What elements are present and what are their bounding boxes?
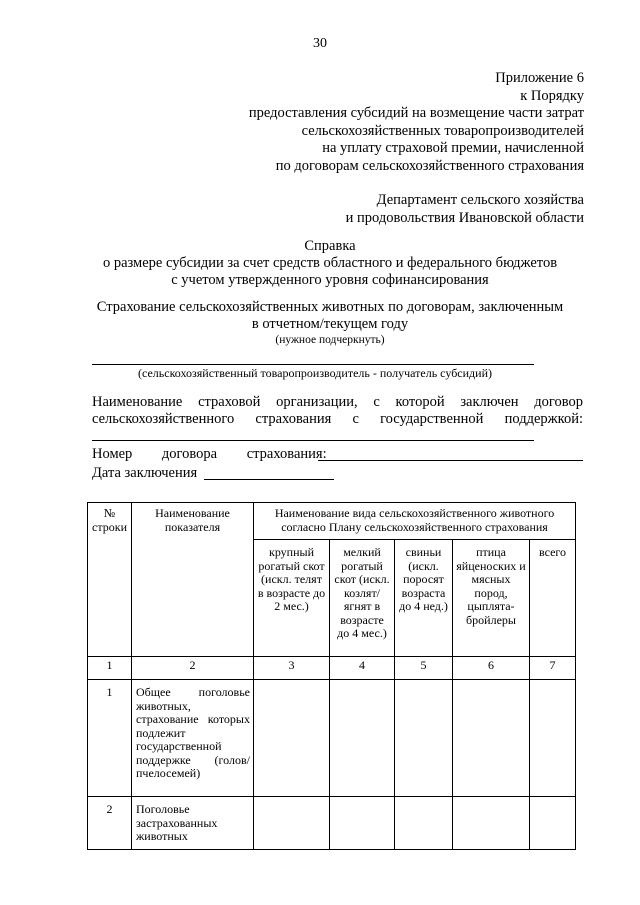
value-cell[interactable]: [254, 680, 330, 797]
subsidy-table: [87, 502, 576, 850]
insurance-line: в отчетном/текущем году: [251, 316, 409, 332]
header-pigs: свиньи (искл. поросят возраста до 4 нед.): [395, 540, 453, 657]
header-small-cattle: мелкий рогатый скот (искл. козлят/ ягнят в возрасте до 4 мес.): [330, 540, 395, 657]
department-addressee: [346, 192, 584, 227]
column-number: 1: [88, 657, 132, 680]
document-subtitle-line: с учетом утвержденного уровня софинансирования: [171, 272, 489, 288]
document-title: Справка: [304, 238, 356, 254]
column-number: 3: [254, 657, 330, 680]
appendix-line: предоставления субсидий на возмещение части затрат: [248, 105, 584, 121]
table-row: [88, 680, 576, 797]
column-number: 7: [530, 657, 576, 680]
insurer-label: Наименование страховой организации, с которой заключен договор сельскохозяйственного страхования с государственной поддержкой:: [92, 394, 583, 427]
header-poultry: птица яйценоских и мясных пород, цыплята-бройлеры: [453, 540, 530, 657]
column-number: 5: [395, 657, 453, 680]
producer-caption: (сельскохозяйственный товаропроизводитель - получатель субсидий): [138, 366, 492, 380]
column-number: 2: [132, 657, 254, 680]
insurance-note: (нужное подчеркнуть): [275, 334, 385, 346]
value-cell[interactable]: [530, 680, 576, 797]
appendix-header: [249, 70, 584, 175]
header-indicator: Наименование показателя: [132, 503, 254, 657]
header-cattle: крупный рогатый скот (искл. телят в возрасте до 2 мес.): [254, 540, 330, 657]
value-cell[interactable]: [330, 797, 395, 850]
appendix-line: по договорам сельскохозяйственного страхования: [275, 157, 584, 174]
table-row: [88, 797, 576, 850]
contract-number-field[interactable]: [318, 460, 583, 461]
value-cell[interactable]: [453, 680, 530, 797]
value-cell[interactable]: [395, 797, 453, 850]
appendix-line: Приложение 6: [495, 70, 584, 86]
value-cell[interactable]: [453, 797, 530, 850]
row-number: 2: [88, 797, 132, 850]
page-number: 30: [313, 36, 327, 51]
insurer-name-line: [92, 440, 534, 441]
contract-date-row: [92, 465, 197, 482]
insurance-info: [60, 299, 600, 347]
value-cell[interactable]: [530, 797, 576, 850]
insurance-line: Страхование сельскохозяйственных животных по договорам, заключенным: [96, 299, 564, 315]
column-number: 4: [330, 657, 395, 680]
header-total: всего: [530, 540, 576, 657]
row-number: 1: [88, 680, 132, 797]
row-indicator-name: Общее поголовье животных, страхование которых подлежит государственной поддержке (голов/пчелосемей): [132, 680, 254, 797]
header-row-number: № строки: [88, 503, 132, 657]
department-line: и продовольствия Ивановской области: [345, 209, 584, 226]
document-title-block: [60, 238, 600, 289]
column-number: 6: [453, 657, 530, 680]
appendix-line: к Порядку: [520, 87, 584, 104]
producer-name-line: [92, 364, 534, 365]
contract-number-label: Номер договора страхования:: [92, 446, 327, 462]
column-number-row: [88, 657, 576, 680]
department-line: Департамент сельского хозяйства: [376, 192, 584, 208]
appendix-line: на уплату страховой премии, начисленной: [322, 140, 584, 156]
header-animal-group: Наименование вида сельскохозяйственного животного согласно Плану сельскохозяйственного страхования: [254, 503, 576, 540]
document-subtitle-line: о размере субсидии за счет средств областного и федерального бюджетов: [102, 255, 558, 271]
contract-date-label: Дата заключения: [92, 465, 198, 481]
value-cell[interactable]: [254, 797, 330, 850]
table-header-row: [88, 503, 576, 540]
value-cell[interactable]: [395, 680, 453, 797]
contract-date-field[interactable]: [204, 479, 334, 480]
value-cell[interactable]: [330, 680, 395, 797]
row-indicator-name: Поголовье застрахованных животных: [132, 797, 254, 850]
appendix-line: сельскохозяйственных товаропроизводителей: [301, 122, 584, 139]
